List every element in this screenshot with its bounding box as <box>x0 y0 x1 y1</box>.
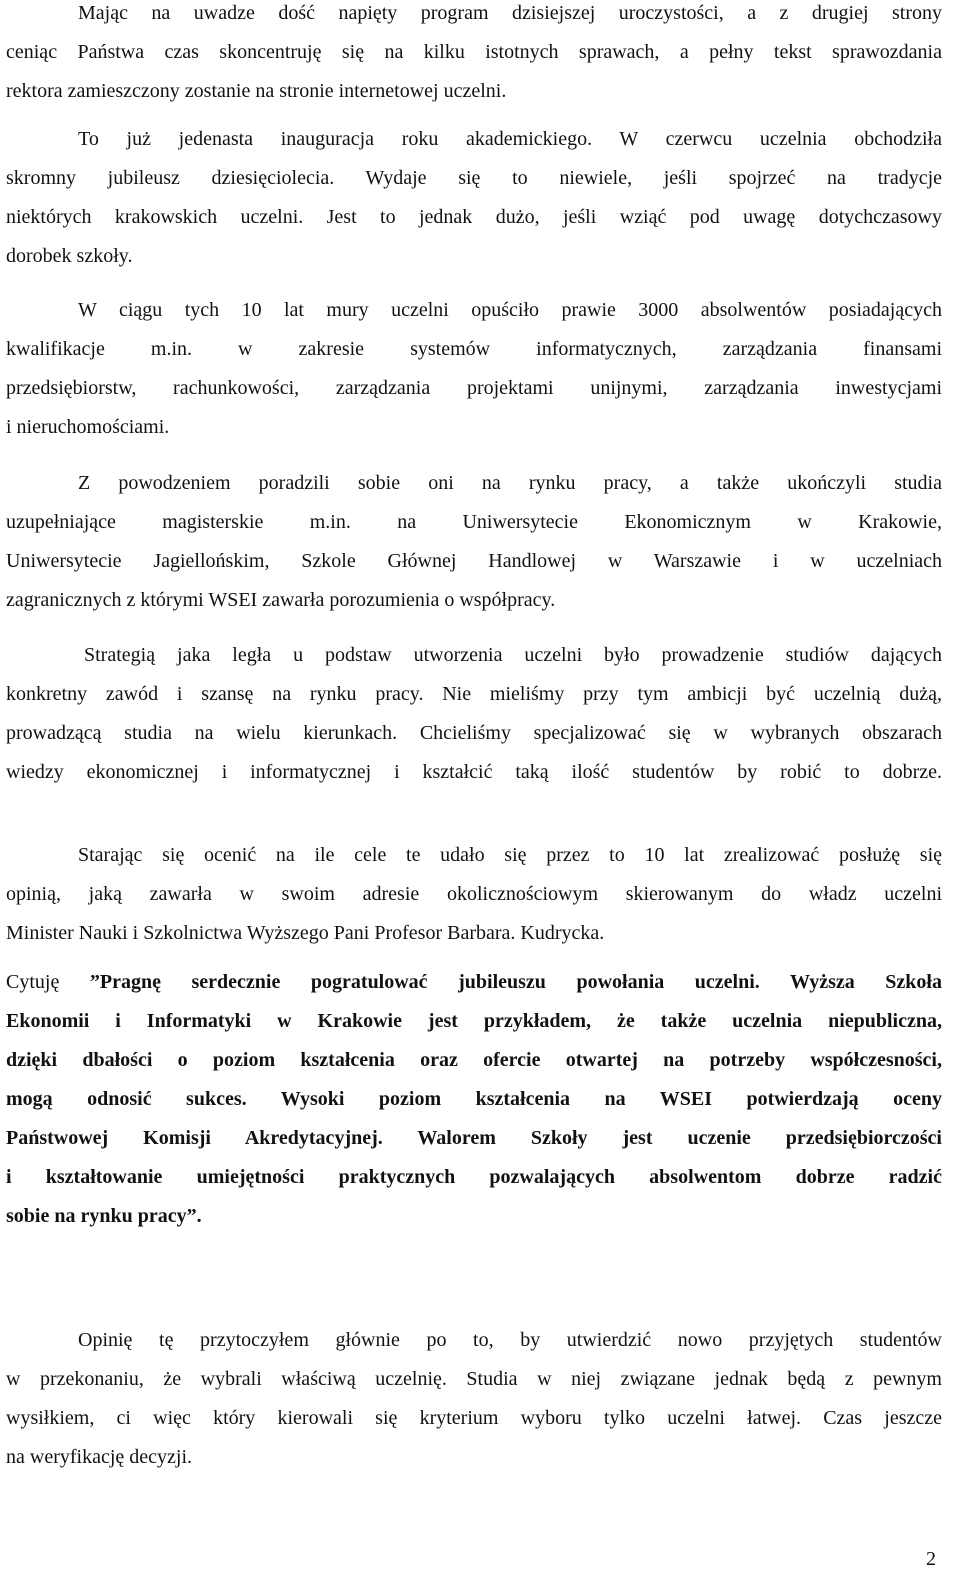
quote-text: ”Pragnę serdecznie pogratulować jubileuszu powołania uczelni. Wyższa Szkoła <box>89 971 942 993</box>
text-line <box>6 963 942 1002</box>
text-line: Minister Nauki i Szkolnictwa Wyższego Pani Profesor Barbara. Kudrycka. <box>6 922 605 944</box>
quote-text: i kształtowanie umiejętności praktycznych pozwalających absolwentom dobrze radzić <box>6 1166 942 1188</box>
text-line: Z powodzeniem poradzili sobie oni na rynku pracy, a także ukończyli studia <box>78 472 942 494</box>
text-line: Strategią jaka legła u podstaw utworzenia uczelni było prowadzenie studiów dających <box>84 644 942 666</box>
quote-text: dzięki dbałości o poziom kształcenia oraz ofercie otwartej na potrzeby współczesności, <box>6 1049 942 1071</box>
page-number: 2 <box>926 1548 936 1570</box>
paragraph <box>6 464 942 620</box>
quotation-paragraph <box>6 963 942 1236</box>
text-line: Opinię tę przytoczyłem głównie po to, by utwierdzić nowo przyjętych studentów <box>78 1329 942 1351</box>
quote-text: mogą odnosić sukces. Wysoki poziom kształcenia na WSEI potwierdzają oceny <box>6 1088 942 1110</box>
text-line: uzupełniające magisterskie m.in. na Uniwersytecie Ekonomicznym w Krakowie, <box>6 511 942 533</box>
paragraph <box>6 0 942 111</box>
text-line: ceniąc Państwa czas skoncentruję się na kilku istotnych sprawach, a pełny tekst sprawozdania <box>6 41 942 63</box>
text-line: Starając się ocenić na ile cele te udało się przez to 10 lat zrealizować posłużę się <box>78 844 942 866</box>
text-line <box>6 1197 942 1236</box>
text-line <box>6 1002 942 1041</box>
text-line: i nieruchomościami. <box>6 416 170 438</box>
text-line: wiedzy ekonomicznej i informatycznej i kształcić taką ilość studentów by robić to dobrze. <box>6 761 942 783</box>
text-line: W ciągu tych 10 lat mury uczelni opuściło prawie 3000 absolwentów posiadających <box>78 299 942 321</box>
text-line: To już jedenasta inauguracja roku akademickiego. W czerwcu uczelnia obchodziła <box>78 128 942 150</box>
quote-text: sobie na rynku pracy”. <box>6 1205 202 1227</box>
text-line: opinią, jaką zawarła w swoim adresie okolicznościowym skierowanym do władz uczelni <box>6 883 942 905</box>
text-line: niektórych krakowskich uczelni. Jest to jednak dużo, jeśli wziąć pod uwagę dotychczasowy <box>6 206 942 228</box>
text-line <box>6 1119 942 1158</box>
quote-text: Ekonomii i Informatyki w Krakowie jest przykładem, że także uczelnia niepubliczna, <box>6 1010 942 1032</box>
paragraph <box>6 291 942 447</box>
text-line: rektora zamieszczony zostanie na stronie internetowej uczelni. <box>6 80 507 102</box>
text-line <box>6 1158 942 1197</box>
text-line: Mając na uwadze dość napięty program dzisiejszej uroczystości, a z drugiej strony <box>78 2 942 24</box>
text-line: wysiłkiem, ci więc który kierowali się kryterium wyboru tylko uczelni łatwej. Czas jeszcze <box>6 1407 942 1429</box>
text-line: zagranicznych z którymi WSEI zawarła porozumienia o współpracy. <box>6 589 556 611</box>
text-line: w przekonaniu, że wybrali właściwą uczelnię. Studia w niej związane jednak będą z pewnym <box>6 1368 942 1390</box>
paragraph <box>6 836 942 953</box>
quote-intro: Cytuję <box>6 971 90 993</box>
text-line: Uniwersytecie Jagiellońskim, Szkole Głównej Handlowej w Warszawie i w uczelniach <box>6 550 942 572</box>
text-line <box>6 1080 942 1119</box>
text-line: prowadzącą studia na wielu kierunkach. Chcieliśmy specjalizować się w wybranych obszarach <box>6 722 942 744</box>
paragraph <box>6 120 942 276</box>
paragraph <box>6 1321 942 1477</box>
text-line: przedsiębiorstw, rachunkowości, zarządzania projektami unijnymi, zarządzania inwestycjami <box>6 377 942 399</box>
text-line: konkretny zawód i szansę na rynku pracy. Nie mieliśmy przy tym ambicji być uczelnią dużą, <box>6 683 942 705</box>
text-line <box>6 1041 942 1080</box>
paragraph <box>6 636 942 792</box>
text-line: skromny jubileusz dziesięciolecia. Wydaje się to niewiele, jeśli spojrzeć na tradycje <box>6 167 942 189</box>
quote-text: Państwowej Komisji Akredytacyjnej. Walorem Szkoły jest uczenie przedsiębiorczości <box>6 1127 942 1149</box>
text-line: dorobek szkoły. <box>6 245 133 267</box>
text-line: kwalifikacje m.in. w zakresie systemów informatycznych, zarządzania finansami <box>6 338 942 360</box>
text-line: na weryfikację decyzji. <box>6 1446 193 1468</box>
